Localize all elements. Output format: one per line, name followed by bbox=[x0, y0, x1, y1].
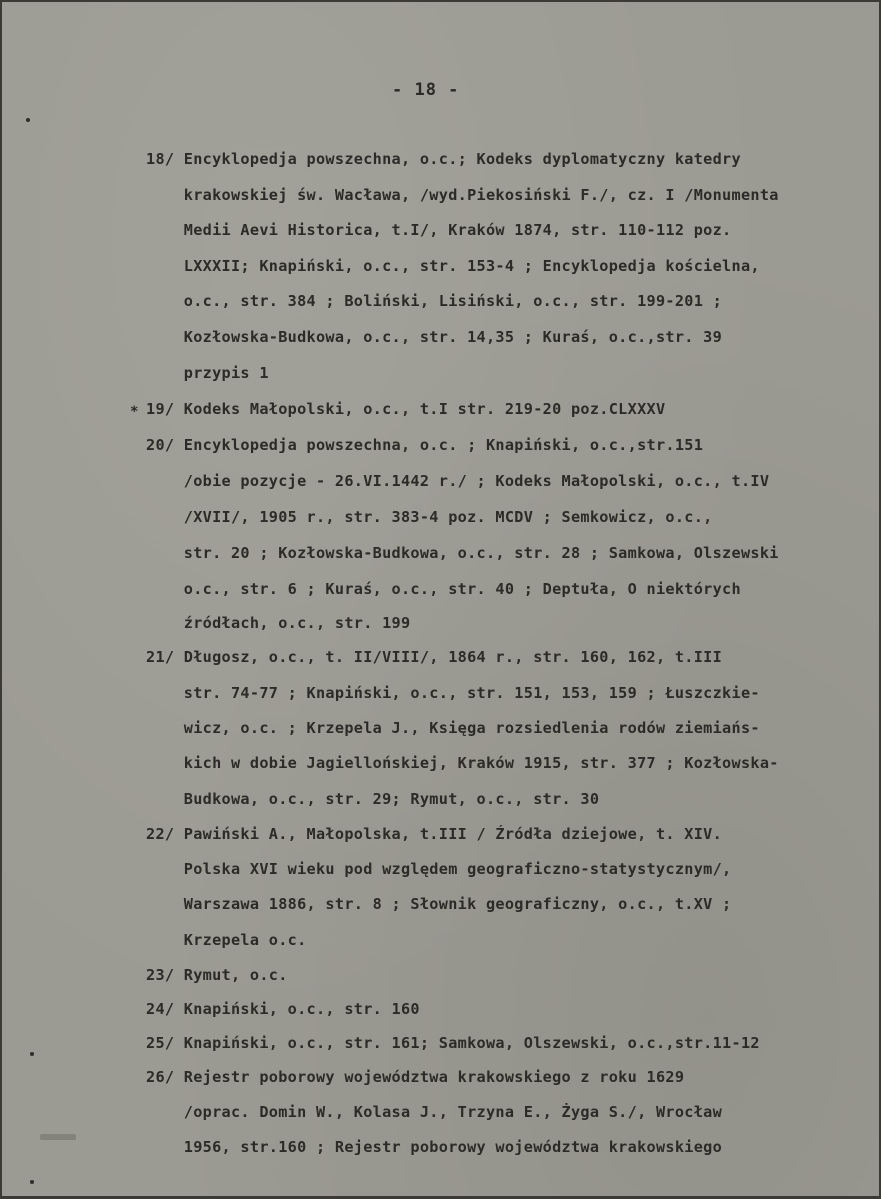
text-line: 18/ Encyklopedja powszechna, o.c.; Kodeks dyplomatyczny katedry bbox=[146, 150, 741, 168]
text-line: Medii Aevi Historica, t.I/, Kraków 1874, str. 110-112 poz. bbox=[146, 221, 732, 239]
text-line: Budkowa, o.c., str. 29; Rymut, o.c., str. 30 bbox=[146, 790, 600, 808]
margin-mark bbox=[30, 1052, 34, 1056]
text-line: 20/ Encyklopedja powszechna, o.c. ; Knapiński, o.c.,str.151 bbox=[146, 436, 704, 454]
margin-asterisk: * bbox=[130, 404, 139, 420]
text-line: 22/ Pawiński A., Małopolska, t.III / Źródła dziejowe, t. XIV. bbox=[146, 825, 723, 843]
text-line: /obie pozycje - 26.VI.1442 r./ ; Kodeks Małopolski, o.c., t.IV bbox=[146, 472, 770, 490]
scan-border-left bbox=[0, 0, 2, 1199]
text-line: 23/ Rymut, o.c. bbox=[146, 966, 288, 984]
text-line: Krzepela o.c. bbox=[146, 931, 307, 949]
text-line: Polska XVI wieku pod względem geograficzno-statystycznym/, bbox=[146, 860, 732, 878]
page-number: - 18 - bbox=[392, 80, 460, 100]
text-line: wicz, o.c. ; Krzepela J., Księga rozsiedlenia rodów ziemiańs- bbox=[146, 719, 760, 737]
text-line: str. 74-77 ; Knapiński, o.c., str. 151, 153, 159 ; Łuszczkie- bbox=[146, 684, 760, 702]
text-line: /oprac. Domin W., Kolasa J., Trzyna E., Żyga S./, Wrocław bbox=[146, 1103, 723, 1121]
scan-border-top bbox=[0, 0, 881, 2]
text-line: o.c., str. 384 ; Boliński, Lisiński, o.c., str. 199-201 ; bbox=[146, 292, 723, 310]
text-line: /XVII/, 1905 r., str. 383-4 poz. MCDV ; Semkowicz, o.c., bbox=[146, 508, 713, 526]
text-line: źródłach, o.c., str. 199 bbox=[146, 614, 411, 632]
text-line: Kozłowska-Budkowa, o.c., str. 14,35 ; Kuraś, o.c.,str. 39 bbox=[146, 328, 723, 346]
text-line: przypis 1 bbox=[146, 364, 269, 382]
text-line: 25/ Knapiński, o.c., str. 161; Samkowa, Olszewski, o.c.,str.11-12 bbox=[146, 1034, 760, 1052]
text-line: str. 20 ; Kozłowska-Budkowa, o.c., str. 28 ; Samkowa, Olszewski bbox=[146, 544, 779, 562]
text-line: 1956, str.160 ; Rejestr poborowy województwa krakowskiego bbox=[146, 1138, 723, 1156]
text-line: 19/ Kodeks Małopolski, o.c., t.I str. 219-20 poz.CLXXXV bbox=[146, 400, 666, 418]
margin-mark bbox=[26, 118, 30, 122]
text-line: Warszawa 1886, str. 8 ; Słownik geograficzny, o.c., t.XV ; bbox=[146, 895, 732, 913]
text-line: kich w dobie Jagiellońskiej, Kraków 1915, str. 377 ; Kozłowska- bbox=[146, 754, 779, 772]
margin-stamp bbox=[40, 1134, 76, 1140]
text-line: o.c., str. 6 ; Kuraś, o.c., str. 40 ; Deptuła, O niektórych bbox=[146, 580, 741, 598]
text-line: 26/ Rejestr poborowy województwa krakowskiego z roku 1629 bbox=[146, 1068, 685, 1086]
text-line: krakowskiej św. Wacława, /wyd.Piekosiński F./, cz. I /Monumenta bbox=[146, 186, 779, 204]
text-line: LXXXII; Knapiński, o.c., str. 153-4 ; Encyklopedja kościelna, bbox=[146, 257, 760, 275]
margin-mark bbox=[30, 1180, 34, 1184]
text-line: 21/ Długosz, o.c., t. II/VIII/, 1864 r., str. 160, 162, t.III bbox=[146, 648, 723, 666]
text-line: 24/ Knapiński, o.c., str. 160 bbox=[146, 1000, 420, 1018]
